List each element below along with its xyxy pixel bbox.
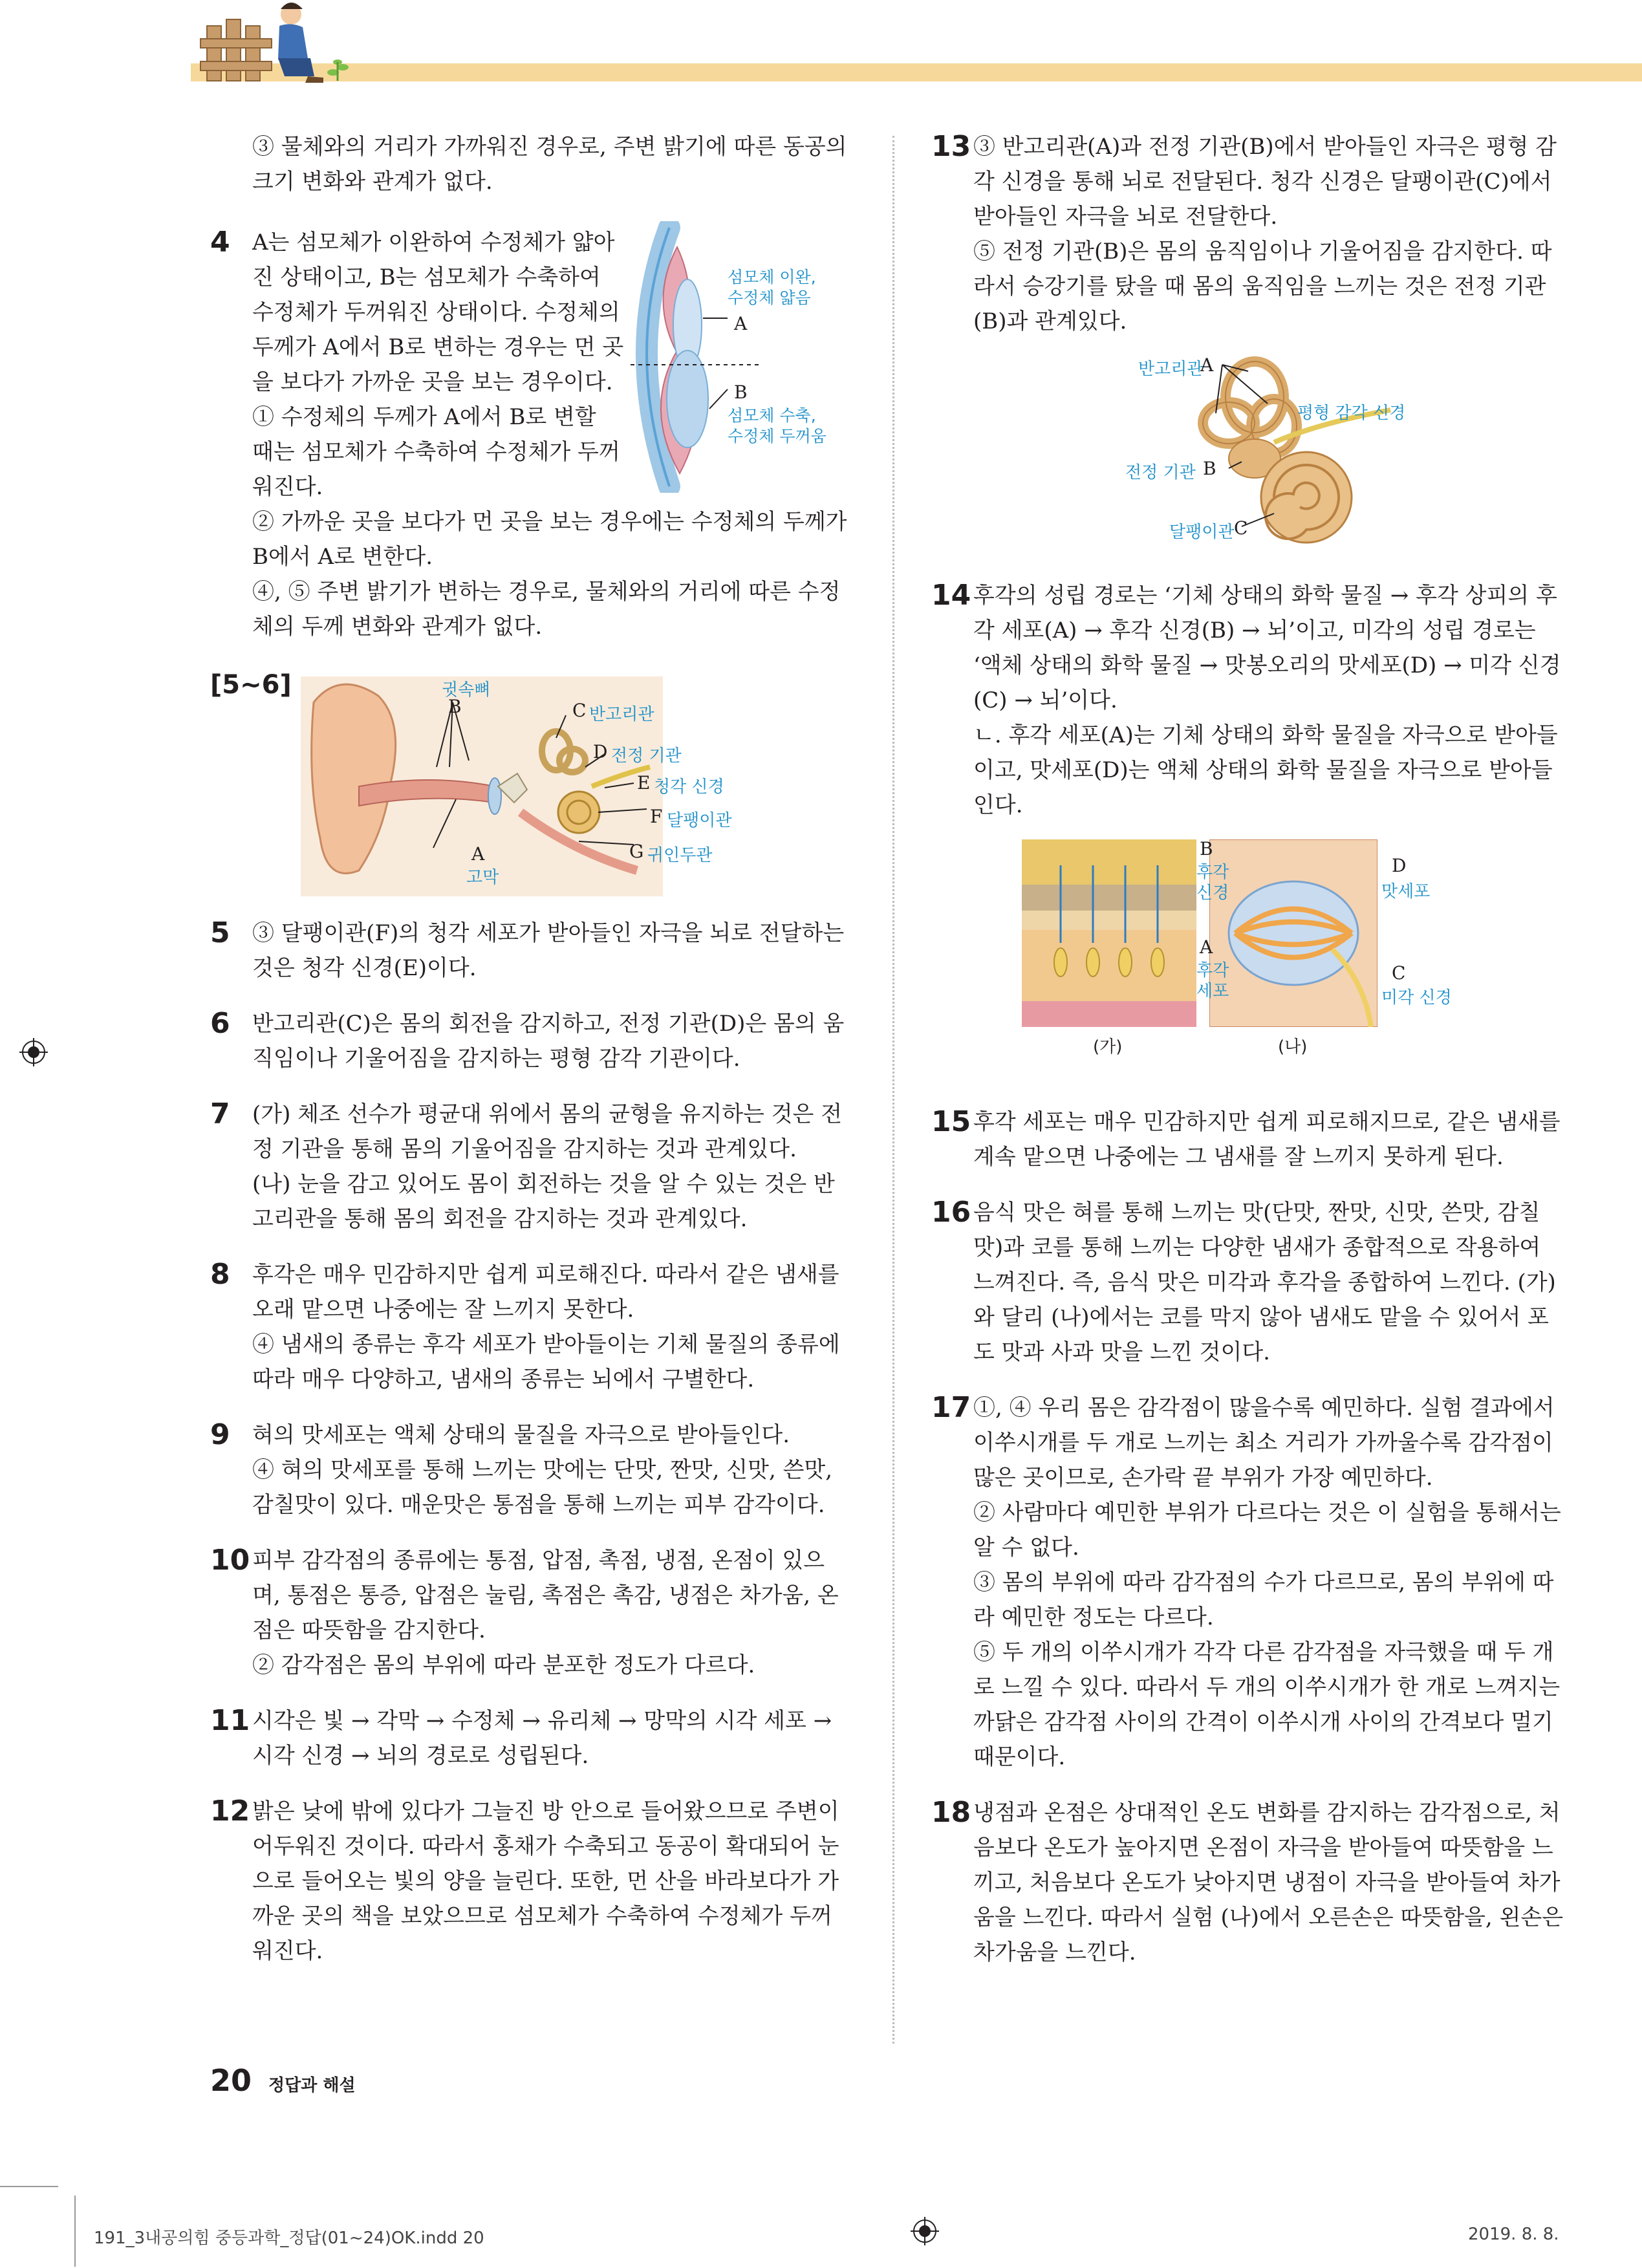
answer-17-p4: ⑤ 두 개의 이쑤시개가 각각 다른 감각점을 자극했을 때 두 개로 느낄 수 있다. 따라서 두 개의 이쑤시개가 한 개로 느껴지는 까닭은 감각점 사이의 간격이 이쑤시개 사이의 간격보다 멀기 때문이다.	[973, 1639, 1561, 1770]
lens-label-relaxed-1: 섬모체 이완,	[728, 268, 816, 286]
column-divider	[892, 136, 894, 2044]
crop-line-vertical	[74, 2196, 76, 2267]
answer-7	[210, 1097, 850, 1237]
olfactory-label-a-text-1: 후각	[1196, 961, 1229, 980]
answer-5	[210, 916, 850, 986]
print-date: 2019. 8. 8.	[1468, 2225, 1559, 2244]
answer-number: 4	[210, 226, 230, 259]
answer-16	[931, 1195, 1565, 1370]
answer-12-text: 밝은 낮에 밖에 있다가 그늘진 방 안으로 들어왔으므로 주변이 어두워진 것이다. 따라서 홍채가 수축되고 동공이 확대되어 눈으로 들어오는 빛의 양을 늘린다. 또한, 먼 산을 바라보다가 가까운 곳의 책을 보았으므로 섬모체가 수축하여 수정체가 두꺼워진다.	[252, 1798, 839, 1964]
answer-number: 7	[210, 1097, 230, 1130]
ear-label-f: F	[650, 806, 663, 827]
ear-label-b: B	[448, 696, 462, 717]
ear-label-f-text: 달팽이관	[667, 811, 732, 830]
answer-number: 18	[931, 1796, 971, 1829]
answer-18-text: 냉점과 온점은 상대적인 온도 변화를 감지하는 감각점으로, 처음보다 온도가 높아지면 온점이 자극을 받아들여 따뜻함을 느끼고, 처음보다 온도가 낮아지면 냉점이 자극을 받아들여 차가움을 느낀다. 따라서 실험 (나)에서 오른손은 따뜻함을, 왼손은 차가움을 느낀다.	[973, 1800, 1564, 1965]
answer-8	[210, 1257, 850, 1397]
answer-15-text: 후각 세포는 매우 민감하지만 쉽게 피로해지므로, 같은 냄새를 계속 맡으면 나중에는 그 냄새를 잘 느끼지 못하게 된다.	[973, 1109, 1561, 1170]
answer-number: 14	[931, 579, 971, 612]
taste-label-c-text: 미각 신경	[1381, 988, 1452, 1008]
inner-ear-label-c-text: 달팽이관	[1169, 523, 1235, 542]
crop-line-bottom	[0, 2186, 58, 2187]
answer-number: 5	[210, 916, 230, 949]
ear-label-d: D	[593, 741, 608, 762]
ear-label-g-text: 귀인두관	[647, 846, 713, 865]
answer-number: 9	[210, 1418, 230, 1451]
ear-label-a: A	[471, 843, 485, 865]
lens-label-a: A	[734, 313, 748, 334]
olfactory-label-b-text-2: 신경	[1196, 883, 1229, 903]
file-name: 191_3내공의힘 중등과학_정답(01~24)OK.indd 20	[94, 2229, 484, 2248]
right-column	[931, 129, 1565, 1991]
answer-13	[931, 129, 1565, 339]
answer-number: 16	[931, 1196, 971, 1229]
answer-11-text: 시각은 빛 → 각막 → 수정체 → 유리체 → 망막의 시각 세포 → 시각 신경 → 뇌의 경로로 성립된다.	[252, 1708, 832, 1769]
answer-7-p2: (나) 눈을 감고 있어도 몸이 회전하는 것을 알 수 있는 것은 반고리관을 통해 몸의 회전을 감지하는 것과 관계있다.	[252, 1171, 835, 1232]
answer-3-tail-text: ③ 물체와의 거리가 가까워진 경우로, 주변 밝기에 따른 동공의 크기 변화와 관계가 없다.	[252, 134, 847, 195]
ear-label-c-text: 반고리관	[589, 705, 654, 724]
answer-6-text: 반고리관(C)은 몸의 회전을 감지하고, 전정 기관(D)은 몸의 움직임이나 기울어짐을 감지하는 평형 감각 기관이다.	[252, 1011, 845, 1072]
taste-label-d: D	[1392, 855, 1407, 876]
ear-label-ossicles: 귓속뼈	[442, 680, 491, 700]
ear-label-e-text: 청각 신경	[654, 777, 724, 797]
answer-15	[931, 1105, 1565, 1174]
answer-17	[931, 1390, 1565, 1775]
olfactory-diagram	[1022, 839, 1196, 1027]
answer-13-p1: ③ 반고리관(A)과 전정 기관(B)에서 받아들인 자극은 평형 감각 신경을 통해 뇌로 전달된다. 청각 신경은 달팽이관(C)에서 받아들인 자극을 뇌로 전달한다.	[973, 134, 1557, 230]
olfactory-label-b-text-1: 후각	[1196, 863, 1229, 882]
taste-label-d-text: 맛세포	[1381, 882, 1431, 902]
answer-17-p2: ② 사람마다 예민한 부위가 다르다는 것은 이 실험을 통해서는 알 수 없다.	[973, 1500, 1561, 1561]
caption-ga: (가)	[1093, 1037, 1123, 1057]
olfactory-label-a-text-2: 세포	[1196, 982, 1229, 1001]
answer-4-p3: ④, ⑤ 주변 밝기가 변하는 경우로, 물체와의 거리에 따른 수정체의 두께 변화와 관계가 없다.	[252, 579, 841, 640]
lens-figure	[631, 221, 850, 493]
inner-ear-label-a: A	[1200, 354, 1214, 376]
ear-figure	[210, 670, 850, 903]
inner-ear-label-b: B	[1203, 458, 1216, 479]
smell-taste-figure	[931, 833, 1565, 1066]
lens-label-relaxed-2: 수정체 얇음	[728, 288, 811, 307]
answer-10-p1: 피부 감각점의 종류에는 통점, 압점, 촉점, 냉점, 온점이 있으며, 통점은 통증, 압점은 눌림, 촉점은 촉감, 냉점은 차가움, 온점은 따뜻함을 감지한다.	[252, 1548, 839, 1643]
header-band	[191, 63, 1642, 81]
answer-11	[210, 1703, 850, 1773]
answer-10-p2: ② 감각점은 몸의 부위에 따라 분포한 정도가 다르다.	[252, 1652, 755, 1678]
answer-17-p3: ③ 몸의 부위에 따라 감각점의 수가 다르므로, 몸의 부위에 따라 예민한 정도는 다르다.	[973, 1570, 1554, 1630]
answer-8-p1: 후각은 매우 민감하지만 쉽게 피로해진다. 따라서 같은 냄새를 오래 맡으면 나중에는 잘 느끼지 못한다.	[252, 1262, 839, 1323]
registration-mark-left	[19, 1038, 48, 1066]
lens-label-contracted-2: 수정체 두꺼움	[728, 427, 826, 446]
answer-7-p1: (가) 체조 선수가 평균대 위에서 몸의 균형을 유지하는 것은 전정 기관을 통해 몸의 기울어짐을 감지하는 것과 관계있다.	[252, 1101, 843, 1162]
answer-12	[210, 1794, 850, 1969]
inner-ear-label-b-text: 전정 기관	[1125, 463, 1196, 482]
answer-number: 17	[931, 1391, 971, 1424]
answer-number: 12	[210, 1795, 250, 1828]
ear-label-d-text: 전정 기관	[611, 746, 682, 766]
answer-number: 11	[210, 1704, 250, 1737]
caption-na: (나)	[1278, 1037, 1308, 1057]
answer-17-p1: ①, ④ 우리 몸은 감각점이 많을수록 예민하다. 실험 결과에서 이쑤시개를 두 개로 느끼는 최소 거리가 가까울수록 감각점이 많은 곳이므로, 손가락 끝 부위가 가장 예민하다.	[973, 1395, 1555, 1491]
lens-label-contracted-1: 섬모체 수축,	[728, 406, 816, 425]
answer-14	[931, 578, 1565, 823]
answer-9	[210, 1418, 850, 1522]
ear-figure-title: [5~6]	[210, 670, 292, 700]
registration-mark-bottom	[911, 2217, 939, 2245]
ear-label-g: G	[629, 841, 644, 862]
answer-number: 8	[210, 1258, 230, 1291]
answer-4-p2: ② 가까운 곳을 보다가 먼 곳을 보는 경우에는 수정체의 두께가 B에서 A로 변한다.	[252, 509, 847, 570]
answer-number: 10	[210, 1544, 250, 1577]
taste-label-c: C	[1392, 962, 1406, 984]
answer-9-p1: 혀의 맛세포는 액체 상태의 물질을 자극으로 받아들인다.	[252, 1422, 790, 1448]
left-column	[210, 129, 850, 1989]
answer-4-p1: ① 수정체의 두께가 A에서 B로 변할 때는 섬모체가 수축하여 수정체가 두꺼워진다.	[252, 404, 620, 500]
ear-label-a-text: 고막	[466, 868, 499, 887]
answer-16-text: 음식 맛은 혀를 통해 느끼는 맛(단맛, 짠맛, 신맛, 쓴맛, 감칠맛)과 코를 통해 느끼는 다양한 냄새가 종합적으로 작용하여 느껴진다. 즉, 음식 맛은 미각과 후각을 종합하여 느낀다. (가)와 달리 (나)에서는 코를 막지 않아 냄새도 맡을 수 있어서 포도 맛과 사과 맛을 느낀 것이다.	[973, 1200, 1556, 1365]
ear-label-e: E	[637, 772, 651, 794]
answer-number: 13	[931, 130, 971, 163]
answer-3-tail	[210, 129, 850, 199]
answer-4-intro: A는 섬모체가 이완하여 수정체가 얇아진 상태이고, B는 섬모체가 수축하여 수정체가 두꺼워진 상태이다. 수정체의 두께가 A에서 B로 변하는 경우는 먼 곳을 보다가 가까운 곳을 보는 경우이다.	[252, 230, 624, 395]
ear-label-c: C	[572, 700, 587, 721]
olfactory-label-b: B	[1200, 838, 1213, 859]
inner-ear-label-nerve: 평형 감각 신경	[1297, 404, 1406, 423]
section-title: 정답과 해설	[268, 2076, 356, 2095]
answer-13-p2: ⑤ 전정 기관(B)은 몸의 움직임이나 기울어짐을 감지한다. 따라서 승강기를 탔을 때 몸의 움직임을 느끼는 것은 전정 기관(B)과 관계있다.	[973, 239, 1552, 334]
answer-5-text: ③ 달팽이관(F)의 청각 세포가 받아들인 자극을 뇌로 전달하는 것은 청각 신경(E)이다.	[252, 920, 845, 981]
answer-6	[210, 1006, 850, 1076]
taste-bud-diagram	[1209, 839, 1377, 1027]
inner-ear-label-a-text: 반고리관	[1138, 360, 1204, 379]
answer-14-p1: 후각의 성립 경로는 ‘기체 상태의 화학 물질 → 후각 상피의 후각 세포(A) → 후각 신경(B) → 뇌’이고, 미각의 성립 경로는 ‘액체 상태의 화학 물질 → 맛봉오리의 맛세포(D) → 미각 신경(C) → 뇌’이다.	[973, 583, 1561, 713]
answer-number: 6	[210, 1007, 230, 1040]
lens-label-b: B	[734, 382, 748, 403]
answer-18	[931, 1795, 1565, 1970]
page-number: 20	[210, 2063, 252, 2098]
olfactory-label-a: A	[1200, 936, 1213, 958]
inner-ear-figure	[931, 345, 1565, 552]
answer-10	[210, 1543, 850, 1683]
header-illustration	[194, 0, 362, 87]
answer-4	[210, 225, 850, 644]
answer-8-p2: ④ 냄새의 종류는 후각 세포가 받아들이는 기체 물질의 종류에 따라 매우 다양하고, 냄새의 종류는 뇌에서 구별한다.	[252, 1332, 840, 1392]
inner-ear-label-c: C	[1234, 517, 1248, 539]
answer-number: 15	[931, 1105, 971, 1138]
answer-14-p2: ㄴ. 후각 세포(A)는 기체 상태의 화학 물질을 자극으로 받아들이고, 맛세포(D)는 액체 상태의 화학 물질을 자극으로 받아들인다.	[973, 722, 1558, 818]
answer-9-p2: ④ 혀의 맛세포를 통해 느끼는 맛에는 단맛, 짠맛, 신맛, 쓴맛, 감칠맛이 있다. 매운맛은 통점을 통해 느끼는 피부 감각이다.	[252, 1457, 833, 1518]
